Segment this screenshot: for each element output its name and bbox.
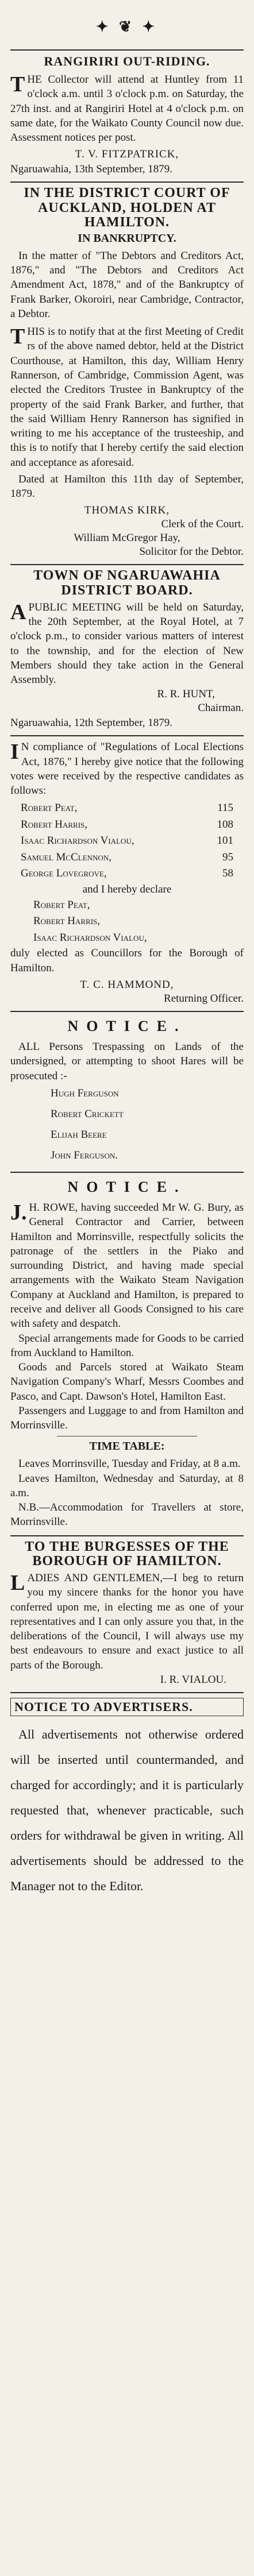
clerk-signature: THOMAS KIRK, <box>84 504 170 517</box>
elected-name: Isaac Richardson Vialou, <box>33 931 147 944</box>
elected-name: Robert Peat, <box>33 898 90 911</box>
notice-signature: T. V. FITZPATRICK, <box>75 148 179 161</box>
notice-title: TOWN OF NGARUAWAHIA DISTRICT BOARD. <box>33 568 221 598</box>
candidate-list <box>10 800 244 882</box>
notice-title: NOTICE TO ADVERTISERS. <box>10 1698 244 1716</box>
divider <box>10 1692 244 1693</box>
name-item: Robert Crickett <box>51 1107 124 1120</box>
notice-closing: duly elected as Councillors for the Borough of Hamilton. <box>10 947 244 974</box>
notice-date: Dated at Hamilton this 11th day of September, 1879. <box>10 473 244 500</box>
candidate-row: Robert Harris, 108 <box>21 818 233 831</box>
notice-body: THIS is to notify that at the first Meeting of Credit rs of the above named debtor, held at the District Courthouse, at Hamilton, this day, William Henry Rannerson, of Cambridge, Commission Agent, was elected the Creditors Trustee in Bankruptcy of the property of the said Frank Barker, and further, that the said William Henry Rannerson has signified in writing to me his acceptance of the trusteeship, and this is to notify that I hereby certify the said election and acceptance as aforesaid. <box>10 325 244 469</box>
notice-subtitle: IN BANKRUPTCY. <box>78 231 176 245</box>
notice-body: THE Collector will attend at Huntley from 11 o'clock a.m. until 3 o'clock p.m. on Saturday, the 27th inst. and at Rangiriri Hotel at 4 o'clock p.m. on same date, for the Waikato County Council now due. Assessment notices per post. <box>10 72 244 144</box>
divider <box>10 49 244 51</box>
notice-intro: IN compliance of "Regulations of Local Elections Act, 1876," I hereby give notice that the following votes were received by the respective candidates as follows: <box>10 740 244 797</box>
notice-signature-title: Chairman. <box>198 702 244 715</box>
notice-body: All advertisements not otherwise ordered will be inserted until countermanded, and charged for accordingly; and it is particularly requested that, whenever practicable, such orders for withdrawal be given in writing. All advertisements should be addressed to the Manager not to the Editor. <box>10 1727 244 1893</box>
divider <box>10 735 244 736</box>
names-list <box>10 1083 244 1166</box>
candidate-row: Isaac Richardson Vialou, 101 <box>21 835 233 847</box>
elected-name: Robert Harris, <box>33 915 101 928</box>
district-board-notice <box>10 569 244 729</box>
notice-body: LADIES AND GENTLEMEN,—I beg to return you my sincere thanks for the honor you have conferred upon me, in electing me as one of your representatives and I can only assure you that, in the deliberations of the Council, I will always use my best endeavours to ensure and exact justice to all parts of the Borough. <box>10 1571 244 1671</box>
trespass-notice <box>10 1018 244 1166</box>
divider <box>10 1172 244 1173</box>
notice-title: RANGIRIRI OUT-RIDING. <box>44 54 210 68</box>
masthead-ornament: ✦ ❦ ✦ <box>95 18 159 35</box>
notice-date: Ngaruawahia, 13th September, 1879. <box>10 163 173 176</box>
notice-signature: R. R. HUNT, <box>157 688 215 701</box>
notice-signature: T. C. HAMMOND, <box>80 978 174 991</box>
solicitor-name: William McGregor Hay, <box>74 532 180 544</box>
name-item: Hugh Ferguson <box>51 1087 119 1099</box>
burgesses-notice <box>10 1540 244 1686</box>
election-notice <box>10 740 244 1005</box>
notice-matter: In the matter of "The Debtors and Creditors Act, 1876," and "The Debtors and Creditors Act Amendment Act, 1878," and of the Bankruptcy of Frank Barker, Okoroiri, near Cambridge, Contractor, a Debtor. <box>10 249 244 320</box>
notice-body: Goods and Parcels stored at Waikato Steam Navigation Company's Wharf, Messrs Coombes and Pasco, and Capt. Dawson's Hotel, Hamilton East. <box>10 1361 244 1403</box>
notice-heading: NOTICE. <box>67 1179 187 1196</box>
timetable-entry: Leaves Morrinsville, Tuesday and Friday, at 8 a.m. <box>18 1458 241 1470</box>
notice-signature-title: Returning Officer. <box>164 992 244 1005</box>
advertisers-notice <box>10 1698 244 1899</box>
declare-text: and I hereby declare <box>82 883 172 895</box>
rowe-notice <box>10 1179 244 1530</box>
timetable-heading: TIME TABLE: <box>89 1440 165 1453</box>
divider <box>10 564 244 565</box>
rangiriri-notice <box>10 54 244 176</box>
notice-body: Passengers and Luggage to and from Hamilton and Morrinsville. <box>10 1404 244 1432</box>
name-item: John Ferguson. <box>51 1149 118 1162</box>
notice-date: Ngaruawahia, 12th September, 1879. <box>10 717 173 729</box>
timetable-entry: Leaves Hamilton, Wednesday and Saturday, at 8 a.m. <box>10 1472 244 1499</box>
divider <box>10 1535 244 1536</box>
notice-body: J.H. ROWE, having succeeded Mr W. G. Bury, as General Contractor and Carrier, between Hamilton and Morrinsville, respectfully solicits the patronage of the settlers in the Piako and surrounding District, and having made special arrangements with the Waikato Steam Navigation Company at Auckland and Hamilton, is prepared to receive and deliver all Goods Consigned to his care with safety and despatch. <box>10 1200 244 1330</box>
notice-heading: NOTICE. <box>67 1017 187 1034</box>
candidate-row: George Lovegrove, 58 <box>21 867 233 880</box>
candidate-row: Robert Peat, 115 <box>21 802 233 814</box>
notice-body: ALL Persons Trespassing on Lands of the undersigned, or attempting to shoot Hares will be prosecuted :- <box>10 1040 244 1082</box>
notice-signature: I. R. VIALOU. <box>160 1673 226 1686</box>
clerk-title: Clerk of the Court. <box>161 518 244 531</box>
candidate-row: Samuel McClennon, 95 <box>21 851 233 863</box>
notice-title: IN THE DISTRICT COURT OF AUCKLAND, HOLDEN AT HAMILTON. <box>24 186 230 230</box>
district-court-notice <box>10 186 244 558</box>
notice-body: Special arrangements made for Goods to be carried from Auckland to Hamilton. <box>10 1332 244 1359</box>
notice-body: APUBLIC MEETING will be held on Saturday, the 20th September, at the Royal Hotel, at 7 o'clock p.m., to consider various matters of interest to the township, and for the election of New Members should they take action in the General Assembly. <box>10 600 244 686</box>
divider <box>10 1011 244 1012</box>
notice-nb: N.B.—Accommodation for Travellers at store, Morrinsville. <box>10 1501 244 1528</box>
name-item: Elijah Beere <box>51 1128 107 1141</box>
solicitor-title: Solicitor for the Debtor. <box>139 546 244 558</box>
notice-title: TO THE BURGESSES OF THE BOROUGH OF HAMILTON. <box>25 1539 229 1569</box>
divider <box>10 181 244 183</box>
